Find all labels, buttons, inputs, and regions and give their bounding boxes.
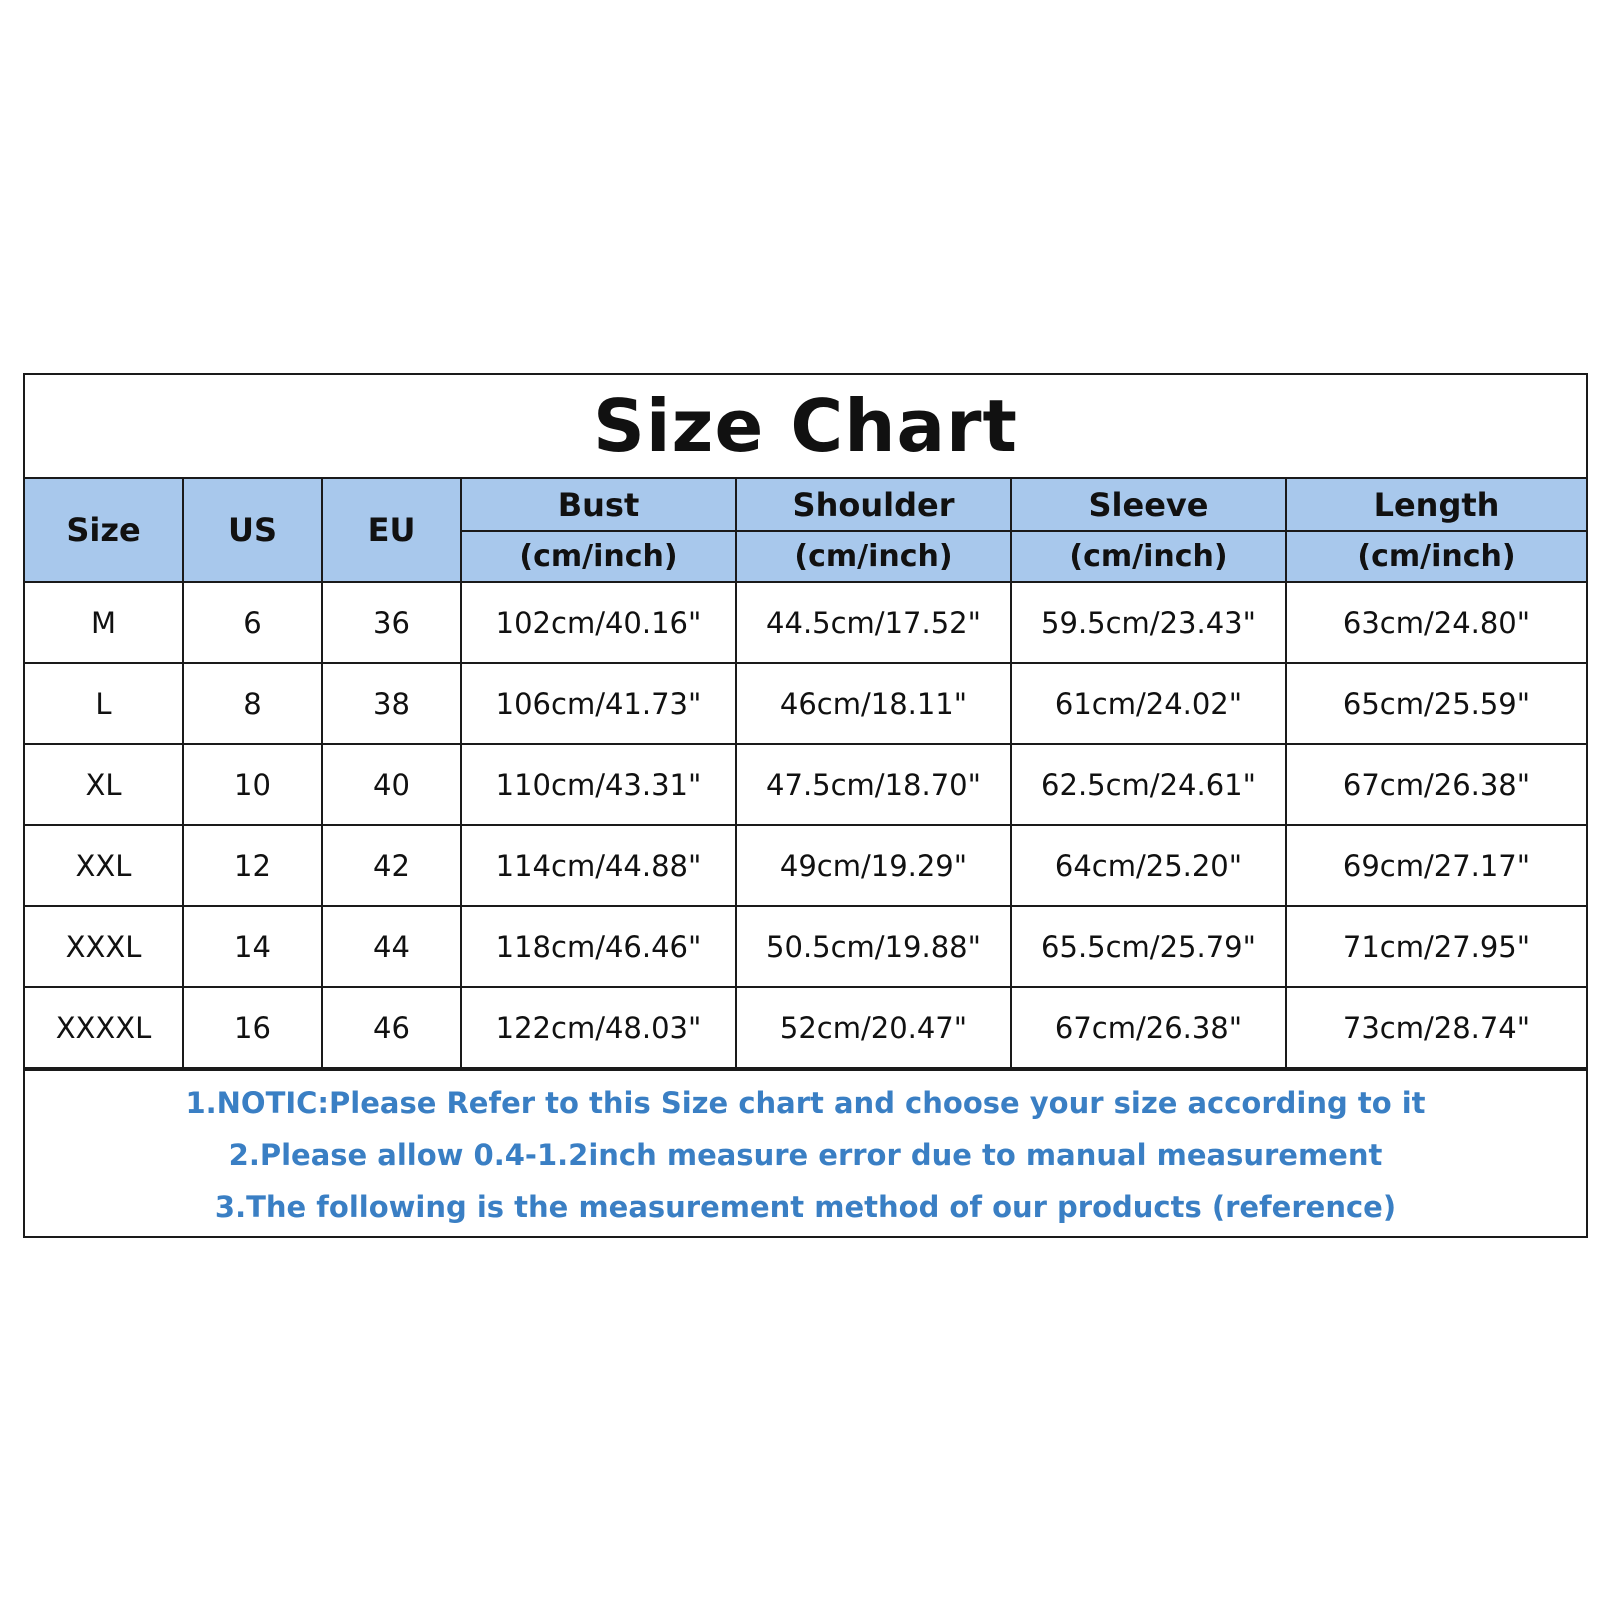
cell-bust: 110cm/43.31" [461,744,736,825]
cell-eu: 36 [322,582,461,663]
cell-bust: 122cm/48.03" [461,987,736,1068]
header-sleeve-unit: (cm/inch) [1011,531,1286,582]
cell-size: M [25,582,183,663]
table-row [25,744,1586,825]
cell-eu: 44 [322,906,461,987]
cell-sleeve: 64cm/25.20" [1011,825,1286,906]
cell-sleeve: 59.5cm/23.43" [1011,582,1286,663]
header-bust-unit: (cm/inch) [461,531,736,582]
cell-us: 8 [183,663,322,744]
cell-size: L [25,663,183,744]
cell-eu: 40 [322,744,461,825]
cell-eu: 46 [322,987,461,1068]
cell-us: 10 [183,744,322,825]
table-row [25,987,1586,1068]
cell-us: 14 [183,906,322,987]
cell-length: 69cm/27.17" [1286,825,1586,906]
cell-sleeve: 67cm/26.38" [1011,987,1286,1068]
header-eu: EU [322,479,461,582]
cell-bust: 102cm/40.16" [461,582,736,663]
cell-shoulder: 47.5cm/18.70" [736,744,1011,825]
cell-eu: 38 [322,663,461,744]
header-length-unit: (cm/inch) [1286,531,1586,582]
cell-size: XXXL [25,906,183,987]
cell-length: 71cm/27.95" [1286,906,1586,987]
size-table [25,479,1586,1069]
header-bust: Bust [461,479,736,531]
cell-length: 67cm/26.38" [1286,744,1586,825]
header-shoulder-unit: (cm/inch) [736,531,1011,582]
cell-size: XL [25,744,183,825]
chart-title: Size Chart [25,375,1586,479]
cell-bust: 106cm/41.73" [461,663,736,744]
cell-size: XXXXL [25,987,183,1068]
table-row [25,906,1586,987]
cell-shoulder: 52cm/20.47" [736,987,1011,1068]
note-line: 1.NOTIC:Please Refer to this Size chart and choose your size according to it [185,1086,1426,1120]
cell-sleeve: 62.5cm/24.61" [1011,744,1286,825]
cell-length: 73cm/28.74" [1286,987,1586,1068]
header-sleeve: Sleeve [1011,479,1286,531]
cell-bust: 114cm/44.88" [461,825,736,906]
cell-us: 6 [183,582,322,663]
notes-section [25,1069,1586,1233]
size-chart [23,373,1588,1238]
cell-sleeve: 61cm/24.02" [1011,663,1286,744]
cell-length: 65cm/25.59" [1286,663,1586,744]
note-line: 2.Please allow 0.4-1.2inch measure error due to manual measurement [228,1138,1383,1172]
table-row [25,663,1586,744]
cell-shoulder: 44.5cm/17.52" [736,582,1011,663]
note-line: 3.The following is the measurement method of our products (reference) [214,1190,1397,1224]
cell-us: 12 [183,825,322,906]
cell-length: 63cm/24.80" [1286,582,1586,663]
header-us: US [183,479,322,582]
header-size: Size [25,479,183,582]
cell-bust: 118cm/46.46" [461,906,736,987]
cell-eu: 42 [322,825,461,906]
table-row [25,582,1586,663]
cell-shoulder: 46cm/18.11" [736,663,1011,744]
cell-shoulder: 49cm/19.29" [736,825,1011,906]
cell-us: 16 [183,987,322,1068]
table-row [25,825,1586,906]
cell-shoulder: 50.5cm/19.88" [736,906,1011,987]
header-length: Length [1286,479,1586,531]
cell-sleeve: 65.5cm/25.79" [1011,906,1286,987]
cell-size: XXL [25,825,183,906]
header-shoulder: Shoulder [736,479,1011,531]
